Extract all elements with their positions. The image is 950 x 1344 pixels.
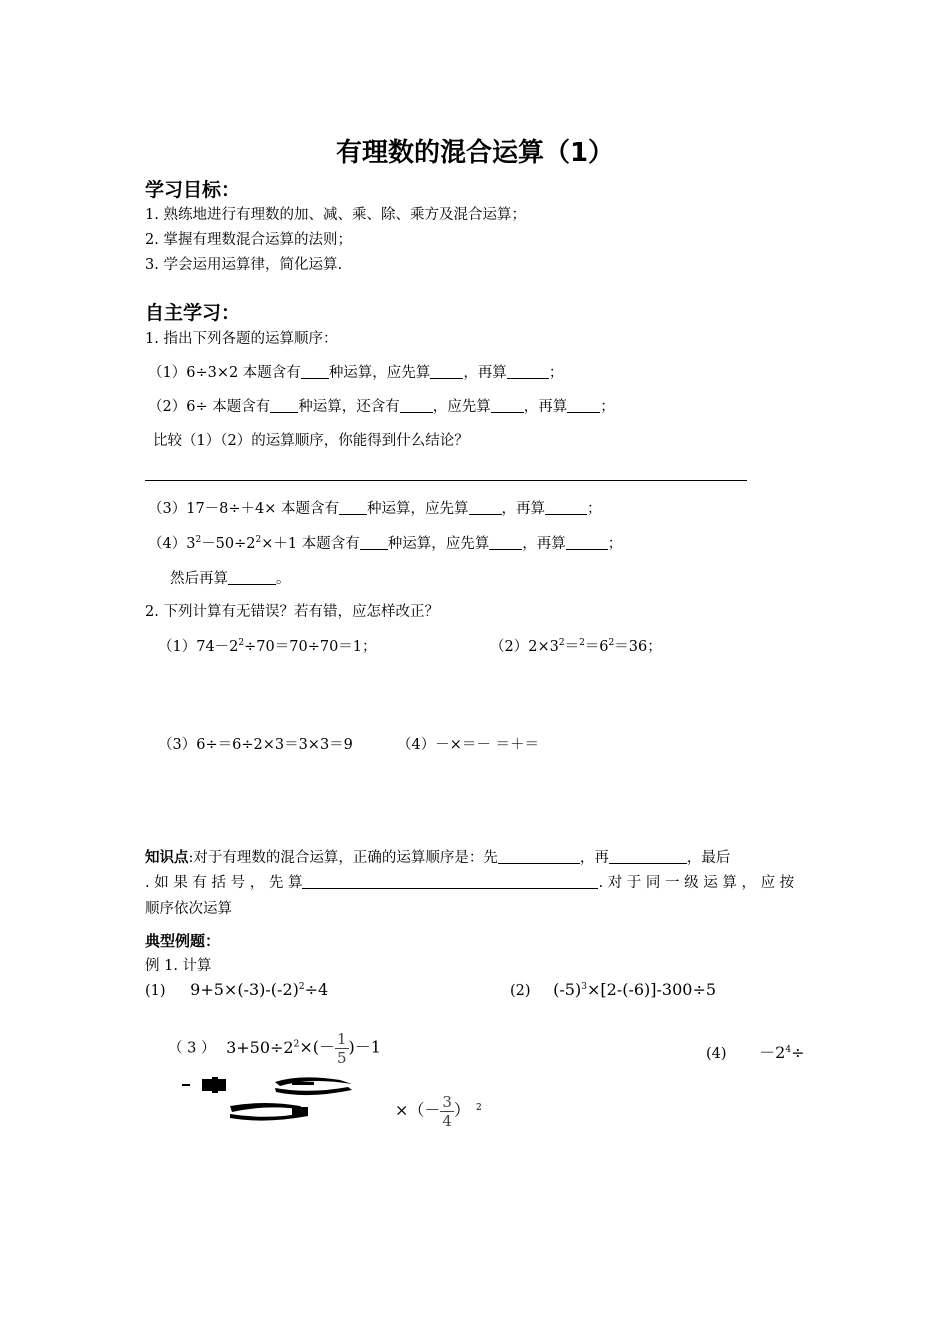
q1-2-mid3: ，再算 (523, 399, 568, 415)
answer-blank[interactable] (400, 398, 433, 413)
exponent: 2 (195, 535, 202, 545)
answer-blank[interactable] (430, 364, 463, 379)
example-1-title: 例 1. 计算 (145, 958, 212, 974)
objective-item: 3. 学会运用运算律，简化运算. (145, 257, 343, 273)
knowledge-text: ，最后 (686, 850, 731, 866)
exponent: 2 (475, 1102, 482, 1113)
knowledge-text: ，再 (579, 850, 609, 866)
problem-expression: ×（－ (395, 1100, 441, 1120)
answer-blank[interactable] (507, 364, 549, 379)
q1-3-mid2: ，再算 (501, 501, 546, 517)
example-1-4 (706, 1040, 804, 1063)
q1-4-mid2: ，再算 (522, 536, 566, 552)
problem-expression: 3+50÷2 (226, 1037, 294, 1057)
q1-4-a: （4）3 (148, 536, 196, 552)
knowledge-label: 知识点 (145, 849, 189, 866)
question-1-1 (148, 361, 563, 382)
answer-blank[interactable] (469, 500, 502, 515)
knowledge-line-3: 顺序依次运算 (145, 901, 232, 917)
compare-question: 比较（1）（2）的运算顺序，你能得到什么结论？ (153, 433, 469, 449)
q1-1-mid1: 种运算，应先算 (328, 365, 431, 381)
answer-blank[interactable] (228, 570, 276, 585)
exponent: 2 (608, 638, 615, 648)
fraction-numerator: 1 (336, 1030, 347, 1048)
q1-2-mid2: ，应先算 (432, 399, 491, 415)
exponent: 4 (785, 1045, 792, 1055)
example-1-4-continuation (395, 1093, 482, 1130)
examples-heading: 典型例题： (145, 932, 221, 950)
q1-2-end: ； (600, 399, 615, 415)
problem-expression: ×(－ (299, 1037, 335, 1057)
question-2-title: 2. 下列计算有无错误？若有错，应怎样改正？ (145, 604, 439, 620)
q2-2-d: ＝36； (614, 639, 662, 655)
answer-blank[interactable] (566, 535, 608, 550)
q1-3-end: ； (587, 501, 602, 517)
question-2-4: （4）－×＝－ ＝＋＝ (397, 737, 539, 753)
exponent: 2 (298, 982, 305, 992)
answer-blank[interactable] (609, 849, 687, 864)
q1-4-c: ×＋1 本题含有 (261, 536, 360, 552)
answer-line[interactable] (145, 480, 747, 481)
knowledge-text: . 对 于 同 一 级 运 算 ， 应 按 (598, 875, 795, 891)
answer-blank[interactable] (567, 398, 600, 413)
question-1-4 (148, 532, 622, 553)
q1-3-prefix: （3）17－8÷＋4× 本题含有 (148, 501, 340, 517)
question-2-1 (158, 635, 377, 656)
problem-expression: (-5) (553, 980, 582, 999)
knowledge-text: . 如 果 有 括 号 ， 先 算 (145, 875, 303, 891)
answer-blank[interactable] (270, 398, 298, 413)
problem-expression: ÷4 (304, 980, 329, 999)
fraction-numerator: 3 (442, 1093, 452, 1111)
fraction (440, 1093, 454, 1130)
problem-label: （ 3 ） (168, 1040, 216, 1057)
answer-blank[interactable] (301, 364, 329, 379)
question-1-3 (148, 497, 602, 518)
q1-1-mid2: ，再算 (463, 365, 507, 381)
objective-item: 1. 熟练地进行有理数的加、减、乘、除、乘方及混合运算； (145, 207, 526, 223)
answer-blank[interactable] (360, 535, 388, 550)
self-study-heading: 自主学习： (145, 302, 241, 324)
knowledge-line-1 (145, 846, 730, 867)
answer-blank[interactable] (491, 398, 524, 413)
exponent: 3 (581, 982, 587, 992)
exponent: 2 (558, 638, 565, 648)
fraction-denominator: 4 (442, 1112, 452, 1130)
answer-blank[interactable] (339, 500, 367, 515)
question-1-2 (148, 395, 615, 416)
question-2-3: （3）6÷＝6÷2×3＝3×3＝9 (158, 737, 353, 753)
q2-1-b: ÷70＝70÷70＝1； (244, 639, 377, 655)
knowledge-line-2 (145, 871, 794, 892)
q1-2-prefix: （2）6÷ 本题含有 (148, 399, 271, 415)
q1-2-mid1: 种运算，还含有 (298, 399, 400, 415)
example-1-3 (168, 1030, 381, 1067)
q1-4-b: －50÷2 (201, 536, 256, 552)
problem-label: (1) (145, 983, 166, 999)
answer-blank[interactable] (302, 874, 598, 889)
question-1-4-then (170, 567, 291, 588)
q2-2-c: ＝6 (584, 639, 609, 655)
problem-expression: )－1 (348, 1037, 381, 1057)
q1-1-end: ； (548, 365, 564, 381)
q1-4-end: ； (607, 536, 623, 552)
problem-expression: ÷ (791, 1043, 805, 1062)
exponent: 2 (238, 638, 245, 648)
fraction-denominator: 5 (336, 1049, 347, 1067)
question-2-2 (490, 635, 662, 656)
objective-item: 2. 掌握有理数混合运算的法则； (145, 232, 352, 248)
problem-expression: ×[2-(-6)]-300÷5 (586, 980, 717, 999)
problem-expression: －2 (759, 1043, 786, 1062)
knowledge-text: :对于有理数的混合运算，正确的运算顺序是：先 (188, 850, 498, 866)
q2-2-b: ＝ (564, 639, 580, 655)
q2-1-a: （1）74－2 (158, 639, 239, 655)
q1-4-then-prefix: 然后再算 (170, 571, 228, 587)
q1-4-mid1: 种运算，应先算 (387, 536, 490, 552)
example-1-1 (145, 980, 328, 999)
fraction (335, 1030, 349, 1067)
example-1-2 (510, 980, 716, 999)
answer-blank[interactable] (498, 849, 580, 864)
problem-label: (2) (510, 983, 531, 999)
problem-expression: 9+5×(-3)-(-2) (190, 980, 299, 999)
q1-4-then-end: 。 (276, 571, 291, 587)
exponent: 2 (293, 1039, 300, 1050)
broken-formula-image (180, 1072, 360, 1122)
answer-blank[interactable] (545, 500, 587, 515)
question-1-title: 1. 指出下列各题的运算顺序： (145, 331, 338, 347)
q1-3-mid1: 种运算，应先算 (367, 501, 469, 517)
problem-expression: ） (453, 1100, 470, 1120)
problem-label: (4) (706, 1046, 727, 1062)
answer-blank[interactable] (489, 535, 522, 550)
q1-1-prefix: （1）6÷3×2 本题含有 (148, 365, 301, 381)
page-title: 有理数的混合运算（1） (335, 138, 615, 168)
objectives-heading: 学习目标： (145, 179, 241, 201)
exponent: 2 (255, 535, 262, 545)
exponent: 2 (579, 638, 585, 648)
q2-2-a: （2）2×3 (490, 639, 559, 655)
